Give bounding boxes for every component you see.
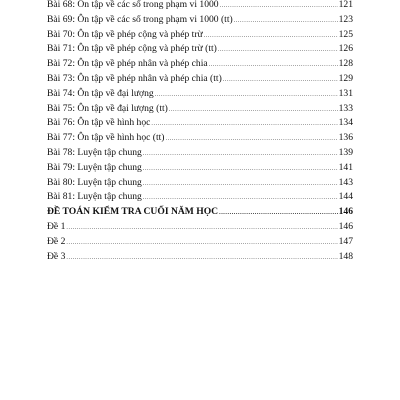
toc-dot-leader bbox=[218, 43, 338, 58]
toc-entry-title: Bài 73: Ôn tập về phép nhân và phép chia (tt) bbox=[47, 72, 222, 84]
toc-entry-title: Bài 76: Ôn tập về hình học bbox=[47, 117, 151, 129]
toc-entry-title: Đề 3 bbox=[47, 250, 66, 262]
toc-entry-title: Bài 79: Luyện tập chung bbox=[47, 161, 142, 173]
toc-entry[interactable] bbox=[47, 176, 353, 191]
toc-dot-leader bbox=[209, 58, 338, 73]
toc-entry-title: ĐỀ TOÁN KIỂM TRA CUỐI NĂM HỌC bbox=[47, 206, 219, 218]
toc-entry-title: Bài 81: Luyện tập chung bbox=[47, 191, 142, 203]
toc-entry[interactable] bbox=[47, 190, 353, 205]
toc-dot-leader bbox=[151, 117, 337, 132]
toc-entry-page: 123 bbox=[338, 13, 353, 25]
table-of-contents bbox=[47, 0, 353, 264]
toc-entry-title: Bài 72: Ôn tập về phép nhân và phép chia bbox=[47, 58, 208, 70]
toc-entry-page: 144 bbox=[338, 191, 353, 203]
toc-entry[interactable] bbox=[47, 42, 353, 57]
toc-entry-page: 125 bbox=[338, 28, 353, 40]
toc-dot-leader bbox=[220, 0, 338, 14]
toc-entry-title: Bài 77: Ôn tập về hình học (tt) bbox=[47, 132, 165, 144]
toc-entry-title: Bài 80: Luyện tập chung bbox=[47, 176, 142, 188]
toc-dot-leader bbox=[143, 177, 338, 192]
toc-entry[interactable] bbox=[47, 28, 353, 43]
toc-entry-title: Bài 74: Ôn tập về đại lượng bbox=[47, 87, 154, 99]
toc-entry[interactable] bbox=[47, 250, 353, 265]
toc-entry-page: 128 bbox=[338, 58, 353, 70]
toc-entry-title: Bài 71: Ôn tập về phép cộng và phép trừ (tt) bbox=[47, 43, 217, 55]
toc-dot-leader bbox=[166, 132, 338, 147]
toc-entry-title: Đề 2 bbox=[47, 235, 66, 247]
toc-entry-title: Bài 75: Ôn tập về đại lượng (tt) bbox=[47, 102, 168, 114]
toc-entry[interactable] bbox=[47, 161, 353, 176]
toc-dot-leader bbox=[66, 236, 337, 251]
toc-dot-leader bbox=[143, 191, 338, 206]
toc-entry-page: 121 bbox=[338, 0, 353, 10]
toc-entry-page: 131 bbox=[338, 87, 353, 99]
toc-entry-page: 139 bbox=[338, 146, 353, 158]
toc-entry[interactable] bbox=[47, 235, 353, 250]
toc-entry[interactable] bbox=[47, 131, 353, 146]
toc-entry-title: Bài 70: Ôn tập về phép cộng và phép trừ bbox=[47, 28, 203, 40]
toc-entry-page: 126 bbox=[338, 43, 353, 55]
toc-dot-leader bbox=[219, 206, 338, 221]
toc-entry-title: Đề 1 bbox=[47, 220, 66, 232]
toc-dot-leader bbox=[66, 251, 337, 266]
toc-entry-page: 129 bbox=[338, 72, 353, 84]
toc-dot-leader bbox=[234, 14, 338, 29]
toc-entry-page: 146 bbox=[338, 220, 353, 232]
toc-entry[interactable] bbox=[47, 116, 353, 131]
toc-entry[interactable] bbox=[47, 220, 353, 235]
toc-entry[interactable] bbox=[47, 0, 353, 13]
toc-entry[interactable] bbox=[47, 146, 353, 161]
toc-entry[interactable] bbox=[47, 13, 353, 28]
toc-entry[interactable] bbox=[47, 57, 353, 72]
toc-dot-leader bbox=[143, 162, 338, 177]
toc-entry[interactable] bbox=[47, 102, 353, 117]
toc-entry-page: 147 bbox=[338, 235, 353, 247]
toc-entry-page: 134 bbox=[338, 117, 353, 129]
toc-dot-leader bbox=[204, 29, 338, 44]
toc-entry-page: 148 bbox=[338, 250, 353, 262]
toc-dot-leader bbox=[66, 221, 337, 236]
toc-entry-title: Bài 68: Ôn tập về các số trong phạm vi 1000 bbox=[47, 0, 219, 10]
toc-entry[interactable] bbox=[47, 87, 353, 102]
toc-entry-page: 133 bbox=[338, 102, 353, 114]
toc-dot-leader bbox=[223, 73, 338, 88]
toc-entry-page: 146 bbox=[338, 206, 353, 218]
toc-entry[interactable] bbox=[47, 72, 353, 87]
toc-entry-page: 143 bbox=[338, 176, 353, 188]
toc-entry-title: Bài 78: Luyện tập chung bbox=[47, 146, 142, 158]
toc-entry-page: 141 bbox=[338, 161, 353, 173]
toc-dot-leader bbox=[143, 147, 338, 162]
toc-entry-page: 136 bbox=[338, 132, 353, 144]
toc-entry[interactable] bbox=[47, 205, 353, 220]
toc-entry-title: Bài 69: Ôn tập về các số trong phạm vi 1000 (tt) bbox=[47, 13, 233, 25]
toc-dot-leader bbox=[155, 88, 338, 103]
toc-dot-leader bbox=[169, 103, 338, 118]
